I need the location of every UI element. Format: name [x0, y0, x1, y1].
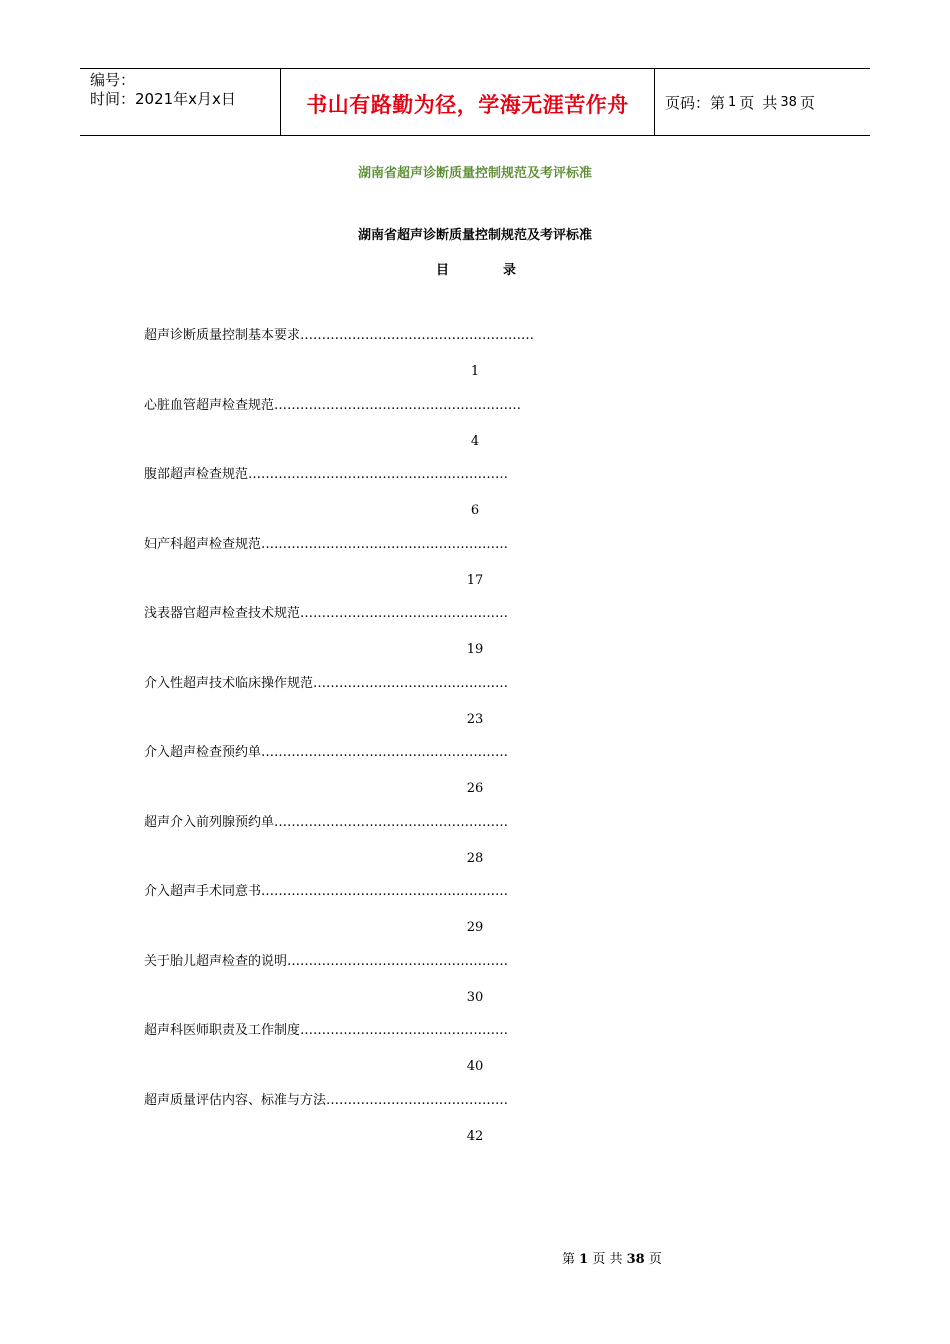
footer-mid: 页 共 [592, 1252, 623, 1267]
footer-prefix: 第 [562, 1252, 576, 1267]
time-label: 时间：2021年x月x日 [90, 90, 236, 108]
toc-entry-page: 29 [466, 920, 484, 935]
footer-total-pages: 38 [626, 1252, 645, 1267]
page-suffix: 页 [799, 93, 815, 112]
document-title: 湖南省超声诊断质量控制规范及考评标准 [357, 228, 592, 243]
toc-entry[interactable] [144, 1021, 804, 1091]
header-page-info [655, 69, 870, 135]
toc-entry-page: 30 [466, 989, 484, 1005]
toc-entry-label: 腹部超声检查规范…………………………………………………… [144, 467, 509, 482]
footer-current-page: 1 [579, 1252, 589, 1267]
toc-entry-page: 4 [470, 433, 480, 449]
toc-entry[interactable] [144, 396, 804, 466]
toc-entry[interactable] [144, 1091, 804, 1161]
toc-heading-char-1: 目 [436, 263, 450, 278]
page-mid: 页 [739, 93, 755, 112]
document-title-green: 湖南省超声诊断质量控制规范及考评标准 [357, 166, 592, 181]
toc-entry-label: 心脏血管超声检查规范………………………………………………… [144, 397, 522, 413]
toc-entry[interactable] [144, 604, 804, 674]
toc-entry[interactable] [144, 743, 804, 813]
header-motto: 书山有路勤为径，学海无涯苦作舟 [281, 69, 655, 135]
page-total: 38 [780, 94, 797, 110]
toc-entry-label: 介入超声手术同意书………………………………………………… [144, 884, 509, 899]
toc-heading [436, 259, 516, 278]
toc-entry-page: 26 [466, 781, 484, 796]
toc-entry-page: 6 [470, 503, 480, 518]
toc-entry-label: 超声介入前列腺预约单……………………………………………… [144, 814, 509, 830]
toc-entry[interactable] [144, 952, 804, 1022]
toc-entry[interactable] [144, 674, 804, 744]
page-total-prefix: 共 [762, 93, 778, 112]
toc-entry-label: 浅表器官超声检查技术规范………………………………………… [144, 606, 509, 621]
page-current: 1 [728, 94, 737, 110]
toc-entry-label: 介入性超声技术临床操作规范……………………………………… [144, 675, 509, 691]
page-footer [562, 1248, 662, 1267]
table-of-contents [144, 326, 804, 1160]
number-label: 编号： [90, 71, 136, 89]
header-meta [80, 69, 281, 135]
toc-entry-page: 17 [466, 572, 484, 588]
toc-entry-page: 40 [466, 1059, 484, 1074]
page-header [80, 68, 870, 136]
toc-entry-label: 超声科医师职责及工作制度………………………………………… [144, 1023, 509, 1038]
toc-entry-page: 28 [466, 850, 484, 866]
toc-entry-page: 19 [466, 642, 484, 657]
toc-entry-page: 42 [466, 1128, 484, 1144]
toc-entry-label: 关于胎儿超声检查的说明…………………………………………… [144, 953, 509, 969]
toc-heading-char-2: 录 [502, 263, 516, 278]
toc-entry-page: 23 [466, 711, 484, 727]
toc-entry-label: 超声诊断质量控制基本要求……………………………………………… [144, 328, 535, 343]
toc-entry-label: 超声质量评估内容、标准与方法…………………………………… [144, 1092, 509, 1108]
page-prefix: 页码：第 [665, 93, 726, 112]
toc-entry-label: 妇产科超声检查规范………………………………………………… [144, 536, 509, 552]
footer-suffix: 页 [648, 1252, 662, 1267]
toc-entry[interactable] [144, 813, 804, 883]
toc-entry[interactable] [144, 326, 804, 396]
toc-entry-page: 1 [470, 364, 480, 379]
toc-entry[interactable] [144, 465, 804, 535]
toc-entry[interactable] [144, 535, 804, 605]
toc-entry-label: 介入超声检查预约单………………………………………………… [144, 745, 509, 760]
toc-entry[interactable] [144, 882, 804, 952]
